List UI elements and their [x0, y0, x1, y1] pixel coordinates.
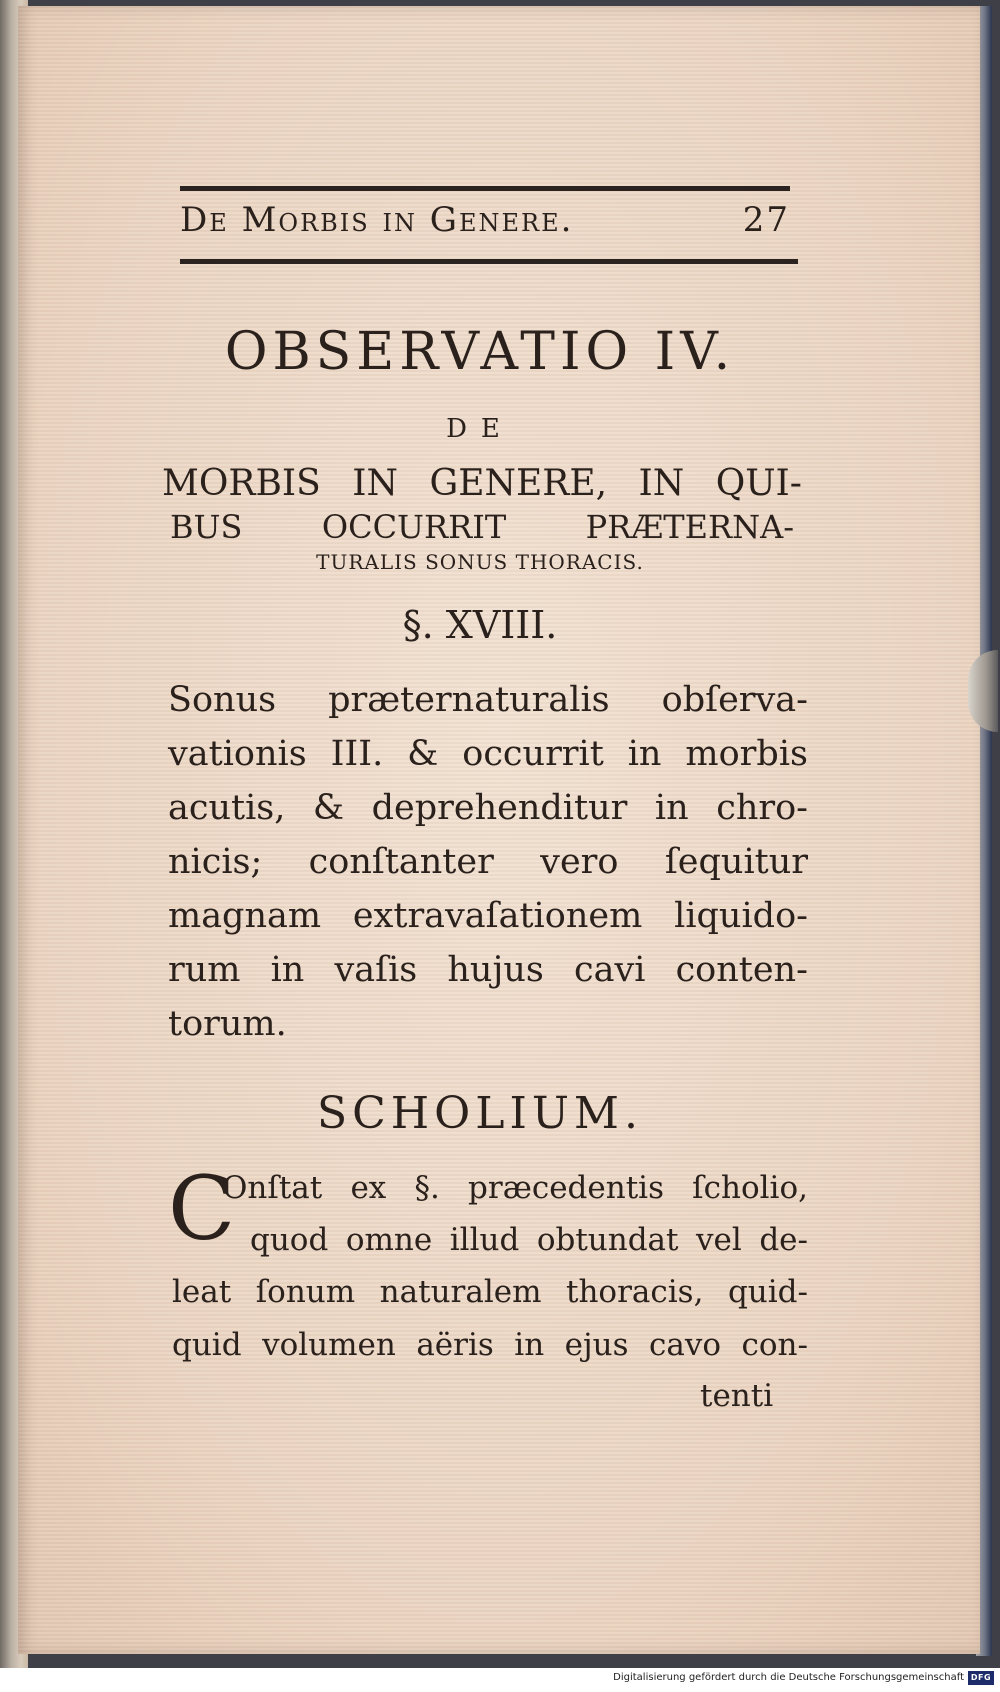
- word: III.: [330, 734, 384, 774]
- scholium-title: SCHOLIUM.: [317, 1088, 643, 1139]
- heading-word: MORBIS: [162, 463, 321, 504]
- word: vero: [540, 842, 619, 882]
- header-rule-bottom: [180, 259, 798, 264]
- word: acutis,: [168, 788, 286, 828]
- word: conſtanter: [308, 842, 494, 882]
- footer-credit: Digitalisierung gefördert durch die Deutsche Forschungsgemeinschaft: [613, 1672, 964, 1683]
- heading-word: OCCURRIT: [321, 508, 507, 546]
- word: morbis: [685, 734, 808, 774]
- scholium-line: [172, 1327, 808, 1363]
- word: nicis;: [168, 842, 263, 882]
- word: præternaturalis: [328, 680, 610, 720]
- word: extravaſationem: [352, 896, 643, 936]
- word: ex: [350, 1170, 387, 1206]
- word: rum: [168, 950, 241, 990]
- section-mark: §. XVIII.: [402, 603, 558, 647]
- word: obtundat: [536, 1222, 679, 1258]
- book-page: [18, 6, 980, 1654]
- catchword: tenti: [700, 1378, 774, 1414]
- heading-line-2: [162, 508, 802, 546]
- word: magnam: [168, 896, 322, 936]
- word: præcedentis: [468, 1170, 664, 1206]
- word: ejus: [564, 1327, 629, 1363]
- paragraph-line: [168, 1004, 808, 1044]
- word: torum.: [168, 1004, 287, 1044]
- heading-de: DE: [446, 414, 514, 444]
- word: vaſis: [334, 950, 418, 990]
- word: ſonum: [255, 1274, 356, 1310]
- footer-strip: [0, 1668, 1000, 1692]
- running-head-title: De Morbis in Genere.: [180, 200, 574, 240]
- heading-word: IN: [352, 463, 398, 504]
- word: naturalem: [379, 1274, 542, 1310]
- word: quid: [172, 1327, 242, 1363]
- word: liquido-: [674, 896, 808, 936]
- paragraph-line: [168, 896, 808, 936]
- heading-word: IN: [638, 463, 685, 504]
- word: in: [514, 1327, 545, 1363]
- running-head: [180, 200, 790, 240]
- paragraph-line: [168, 842, 808, 882]
- word: obſerva-: [661, 680, 808, 720]
- word: thoracis,: [566, 1274, 704, 1310]
- word: quid-: [727, 1274, 808, 1310]
- observation-title: OBSERVATIO IV.: [224, 322, 736, 382]
- scholium-line: [172, 1274, 808, 1310]
- header-rule-top: [180, 186, 790, 191]
- heading-word: GENERE,: [429, 463, 608, 504]
- word: vationis: [168, 734, 307, 774]
- word: chro-: [716, 788, 808, 828]
- word: ſequitur: [664, 842, 808, 882]
- word: de-: [759, 1222, 808, 1258]
- drop-cap: C: [168, 1157, 236, 1260]
- word: &: [312, 788, 345, 828]
- heading-word: PRÆTERNA-: [585, 508, 794, 546]
- heading-word: QUI-: [715, 463, 802, 504]
- heading-line-3: TURALIS SONUS THORACIS.: [316, 550, 644, 574]
- paragraph-line: [168, 680, 808, 720]
- word: hujus: [447, 950, 544, 990]
- word: conten-: [675, 950, 808, 990]
- word: &: [407, 734, 439, 774]
- word: Onſtat: [222, 1170, 323, 1206]
- word: cavi: [573, 950, 646, 990]
- word: quod: [250, 1222, 329, 1258]
- paragraph-line: [168, 950, 808, 990]
- word: omne: [345, 1222, 433, 1258]
- word: deprehenditur: [371, 788, 628, 828]
- word: con-: [741, 1327, 808, 1363]
- word: illud: [449, 1222, 520, 1258]
- word: in: [270, 950, 305, 990]
- word: volumen: [262, 1327, 396, 1363]
- word: §.: [414, 1170, 440, 1206]
- word: cavo: [648, 1327, 722, 1363]
- word: vel: [696, 1222, 742, 1258]
- dfg-logo: DFG: [968, 1671, 994, 1685]
- heading-word: BUS: [170, 508, 243, 546]
- word: ſcholio,: [692, 1170, 808, 1206]
- paragraph-line: [168, 734, 808, 774]
- page-number: 27: [742, 200, 790, 240]
- word: aëris: [416, 1327, 494, 1363]
- word: in: [654, 788, 689, 828]
- heading-line-1: [162, 463, 802, 504]
- word: in: [627, 734, 662, 774]
- paragraph-line: [168, 788, 808, 828]
- word: occurrit: [462, 734, 604, 774]
- scholium-line: [222, 1170, 808, 1206]
- scholium-line: [250, 1222, 808, 1258]
- word: leat: [172, 1274, 232, 1310]
- word: Sonus: [168, 680, 277, 720]
